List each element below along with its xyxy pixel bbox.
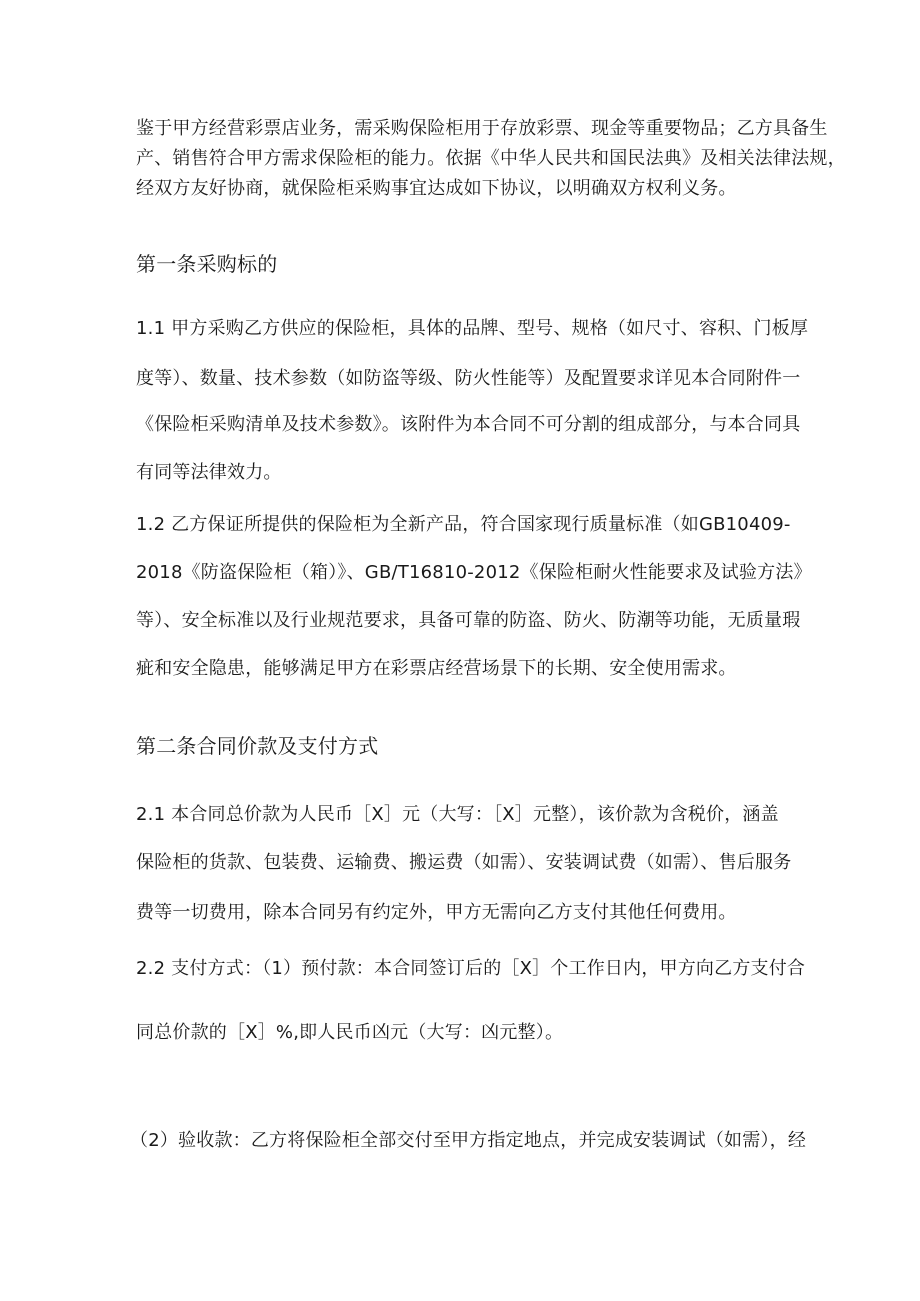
clause-1-1-line-2: 度等）、数量、技术参数（如防盗等级、防火性能等）及配置要求详见本合同附件一 (136, 368, 801, 389)
clause-2-2-line-1: 2.2 支付方式：（1）预付款：本合同签订后的［X］个工作日内，甲方向乙方支付合 (136, 958, 806, 979)
clause-1-1-line-3: 《保险柜采购清单及技术参数》。该附件为本合同不可分割的组成部分，与本合同具 (136, 414, 801, 435)
clause-2-1-line-1: 2.1 本合同总价款为人民币［X］元（大写：［X］元整），该价款为含税价，涵盖 (136, 804, 779, 825)
clause-2-1-line-3: 费等一切费用，除本合同另有约定外，甲方无需向乙方支付其他任何费用。 (136, 902, 737, 923)
preamble-line-1: 鉴于甲方经营彩票店业务，需采购保险柜用于存放彩票、现金等重要物品；乙方具备生 (136, 118, 828, 139)
article-2-title: 第二条合同价款及支付方式 (136, 734, 379, 758)
clause-1-2-line-3: 等）、安全标准以及行业规范要求，具备可靠的防盗、防火、防潮等功能，无质量瑕 (136, 610, 801, 631)
article-1-title: 第一条采购标的 (136, 252, 278, 276)
clause-1-2-line-1: 1.2 乙方保证所提供的保险柜为全新产品，符合国家现行质量标准（如GB10409- (136, 514, 791, 535)
preamble-line-2: 产、销售符合甲方需求保险柜的能力。依据《中华人民共和国民法典》及相关法律法规， (136, 148, 846, 169)
preamble-line-3: 经双方友好协商，就保险柜采购事宜达成如下协议，以明确双方权利义务。 (136, 178, 737, 199)
clause-1-1-line-1: 1.1 甲方采购乙方供应的保险柜，具体的品牌、型号、规格（如尺寸、容积、门板厚 (136, 318, 809, 339)
clause-2-2-item-2-line-1: （2）验收款：乙方将保险柜全部交付至甲方指定地点，并完成安装调试（如需），经 (130, 1130, 807, 1151)
clause-1-2-line-2: 2018《防盗保险柜（箱）》、GB/T16810-2012《保险柜耐火性能要求及试验方法》 (136, 562, 812, 583)
clause-1-2-line-4: 疵和安全隐患，能够满足甲方在彩票店经营场景下的长期、安全使用需求。 (136, 658, 737, 679)
clause-1-1-line-4: 有同等法律效力。 (136, 462, 282, 483)
clause-2-1-line-2: 保险柜的货款、包装费、运输费、搬运费（如需）、安装调试费（如需）、售后服务 (136, 852, 792, 873)
clause-2-2-line-2: 同总价款的［X］%,即人民币凶元（大写：凶元整）。 (136, 1022, 564, 1043)
